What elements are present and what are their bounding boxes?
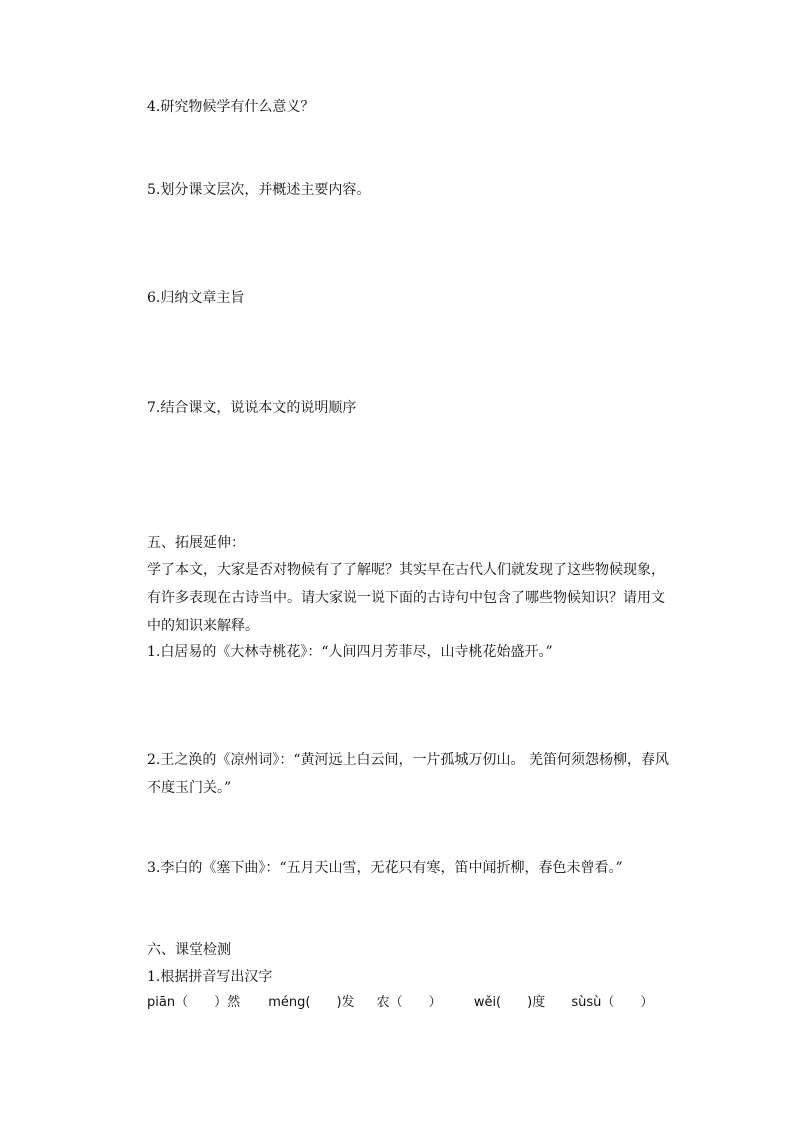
pinyin-exercise-row bbox=[147, 993, 653, 1013]
pinyin-item: wěi( )度 bbox=[473, 995, 546, 1010]
section-6-heading: 六、课堂检测 bbox=[147, 942, 231, 958]
question-5: 5.划分课文层次，并概述主要内容。 bbox=[147, 182, 371, 198]
pinyin-item: sùsù（ ） bbox=[571, 995, 654, 1010]
pinyin-item: méng( )发 bbox=[268, 995, 355, 1010]
question-4: 4.研究物候学有什么意义？ bbox=[147, 99, 315, 115]
section-6-item-1: 1.根据拼音写出汉字 bbox=[147, 969, 273, 985]
section-5-intro: 学了本文，大家是否对物候有了了解呢？其实早在古代人们就发现了这些物候现象，有许多表现在古诗当中。请大家说一说下面的古诗句中包含了哪些物候知识？请用文中的知识来解释。 bbox=[147, 562, 665, 634]
question-6: 6.归纳文章主旨 bbox=[147, 290, 245, 306]
section-5-heading: 五、拓展延伸： bbox=[147, 535, 245, 551]
section-5-item-1: 1.白居易的《大林寺桃花》：“人间四月芳菲尽，山寺桃花始盛开。” bbox=[147, 644, 553, 660]
pinyin-item: piān（ ）然 bbox=[147, 995, 241, 1010]
section-5-item-2: 2.王之涣的《凉州词》：“黄河远上白云间，一片孤城万仞山。 羌笛何须怨杨柳，春风不度玉门关。” bbox=[147, 752, 669, 796]
question-7: 7.结合课文，说说本文的说明顺序 bbox=[147, 400, 357, 416]
pinyin-item: 农（ ） bbox=[376, 995, 442, 1010]
section-5-item-3: 3.李白的《塞下曲》：“五月天山雪，无花只有寒，笛中闻折柳，春色未曾看。” bbox=[147, 860, 623, 876]
